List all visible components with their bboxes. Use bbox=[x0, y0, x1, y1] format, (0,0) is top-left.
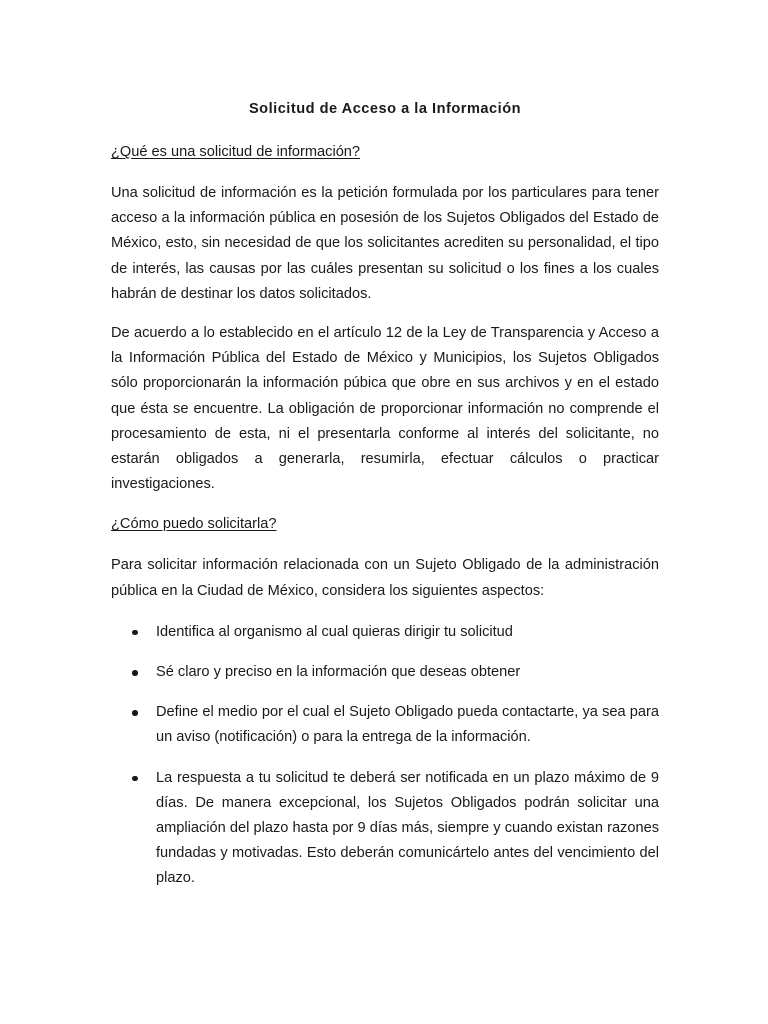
bullet-icon bbox=[132, 630, 138, 636]
list-item-text: Identifica al organismo al cual quieras dirigir tu solicitud bbox=[156, 623, 513, 640]
list-item-text: La respuesta a tu solicitud te deberá ser notificada en un plazo máximo de 9 días. De manera excepcional, los Sujetos Obligados podrán solicitar una ampliación del plazo hasta por 9 días más, siempre y cuando existan razones fundadas y motivadas. Esto deberán comunicártelo antes del vencimiento del plazo. bbox=[156, 769, 659, 887]
bullet-icon bbox=[132, 670, 138, 676]
document-page bbox=[111, 96, 659, 907]
section-heading-how-to: ¿Cómo puedo solicitarla? bbox=[111, 516, 277, 533]
list-item bbox=[111, 620, 659, 645]
paragraph-legal-basis: De acuerdo a lo establecido en el artículo 12 de la Ley de Transparencia y Acceso a la Información Pública del Estado de México y Municipios, los Sujetos Obligados sólo proporcionarán la información púbica que obre en sus archivos y en el estado que ésta se encuentre. La obligación de proporcionar información no comprende el procesamiento de esta, ni el presentarla conforme al interés del solicitante, no estarán obligados a generarla, resumirla, efectuar cálculos o practicar investigaciones. bbox=[111, 325, 659, 493]
list-item bbox=[111, 766, 659, 892]
paragraph-intro: Para solicitar información relacionada con un Sujeto Obligado de la administración pública en la Ciudad de México, considera los siguientes aspectos: bbox=[111, 557, 659, 599]
aspects-list bbox=[111, 620, 659, 892]
paragraph-definition: Una solicitud de información es la petición formulada por los particulares para tener acceso a la información pública en posesión de los Sujetos Obligados del Estado de México, esto, sin necesidad de que los solicitantes acrediten su personalidad, el tipo de interés, las causas por las cuáles presentan su solicitud o los fines a los cuales habrán de destinar los datos solicitados. bbox=[111, 185, 659, 302]
section-heading-what-is: ¿Qué es una solicitud de información? bbox=[111, 144, 361, 160]
document-title: Solicitud de Acceso a la Información bbox=[248, 101, 522, 117]
list-item-text: Define el medio por el cual el Sujeto Obligado pueda contactarte, ya sea para un aviso (notificación) o para la entrega de la información. bbox=[156, 704, 659, 746]
list-item bbox=[111, 660, 659, 685]
bullet-icon bbox=[132, 710, 138, 716]
list-item-text: Sé claro y preciso en la información que deseas obtener bbox=[156, 664, 521, 681]
bullet-icon bbox=[132, 776, 138, 782]
list-item bbox=[111, 700, 659, 750]
